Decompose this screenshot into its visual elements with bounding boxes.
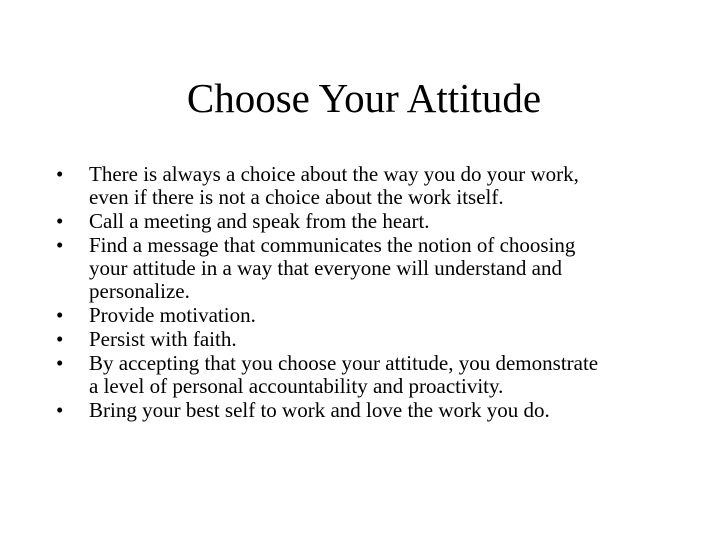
bullet-text-line: There is always a choice about the way you do your work, — [89, 162, 579, 186]
bullet-item — [56, 352, 696, 398]
bullet-item — [56, 399, 696, 422]
bullet-item — [56, 210, 696, 233]
bullet-list — [56, 163, 696, 423]
bullet-text-line: a level of personal accountability and proactivity. — [89, 374, 504, 398]
bullet-item — [56, 304, 696, 327]
bullet-text-line: Provide motivation. — [89, 303, 256, 327]
slide-title: Choose Your Attitude — [186, 75, 542, 121]
bullet-text-line: personalize. — [89, 279, 190, 303]
bullet-icon: • — [56, 233, 64, 257]
bullet-item — [56, 163, 696, 209]
bullet-text-line: even if there is not a choice about the work itself. — [89, 185, 504, 209]
bullet-icon: • — [56, 327, 64, 351]
bullet-text-line: Call a meeting and speak from the heart. — [89, 209, 430, 233]
bullet-text-line: Persist with faith. — [89, 327, 237, 351]
bullet-text-line: Bring your best self to work and love the work you do. — [89, 398, 550, 422]
bullet-text-line: By accepting that you choose your attitude, you demonstrate — [89, 351, 599, 375]
bullet-icon: • — [56, 162, 64, 186]
bullet-text-line: your attitude in a way that everyone will understand and — [89, 256, 562, 280]
bullet-icon: • — [56, 398, 64, 422]
bullet-item — [56, 328, 696, 351]
bullet-item — [56, 234, 696, 303]
bullet-text-line: Find a message that communicates the notion of choosing — [89, 233, 576, 257]
bullet-icon: • — [56, 209, 64, 233]
bullet-icon: • — [56, 351, 64, 375]
bullet-icon: • — [56, 303, 64, 327]
